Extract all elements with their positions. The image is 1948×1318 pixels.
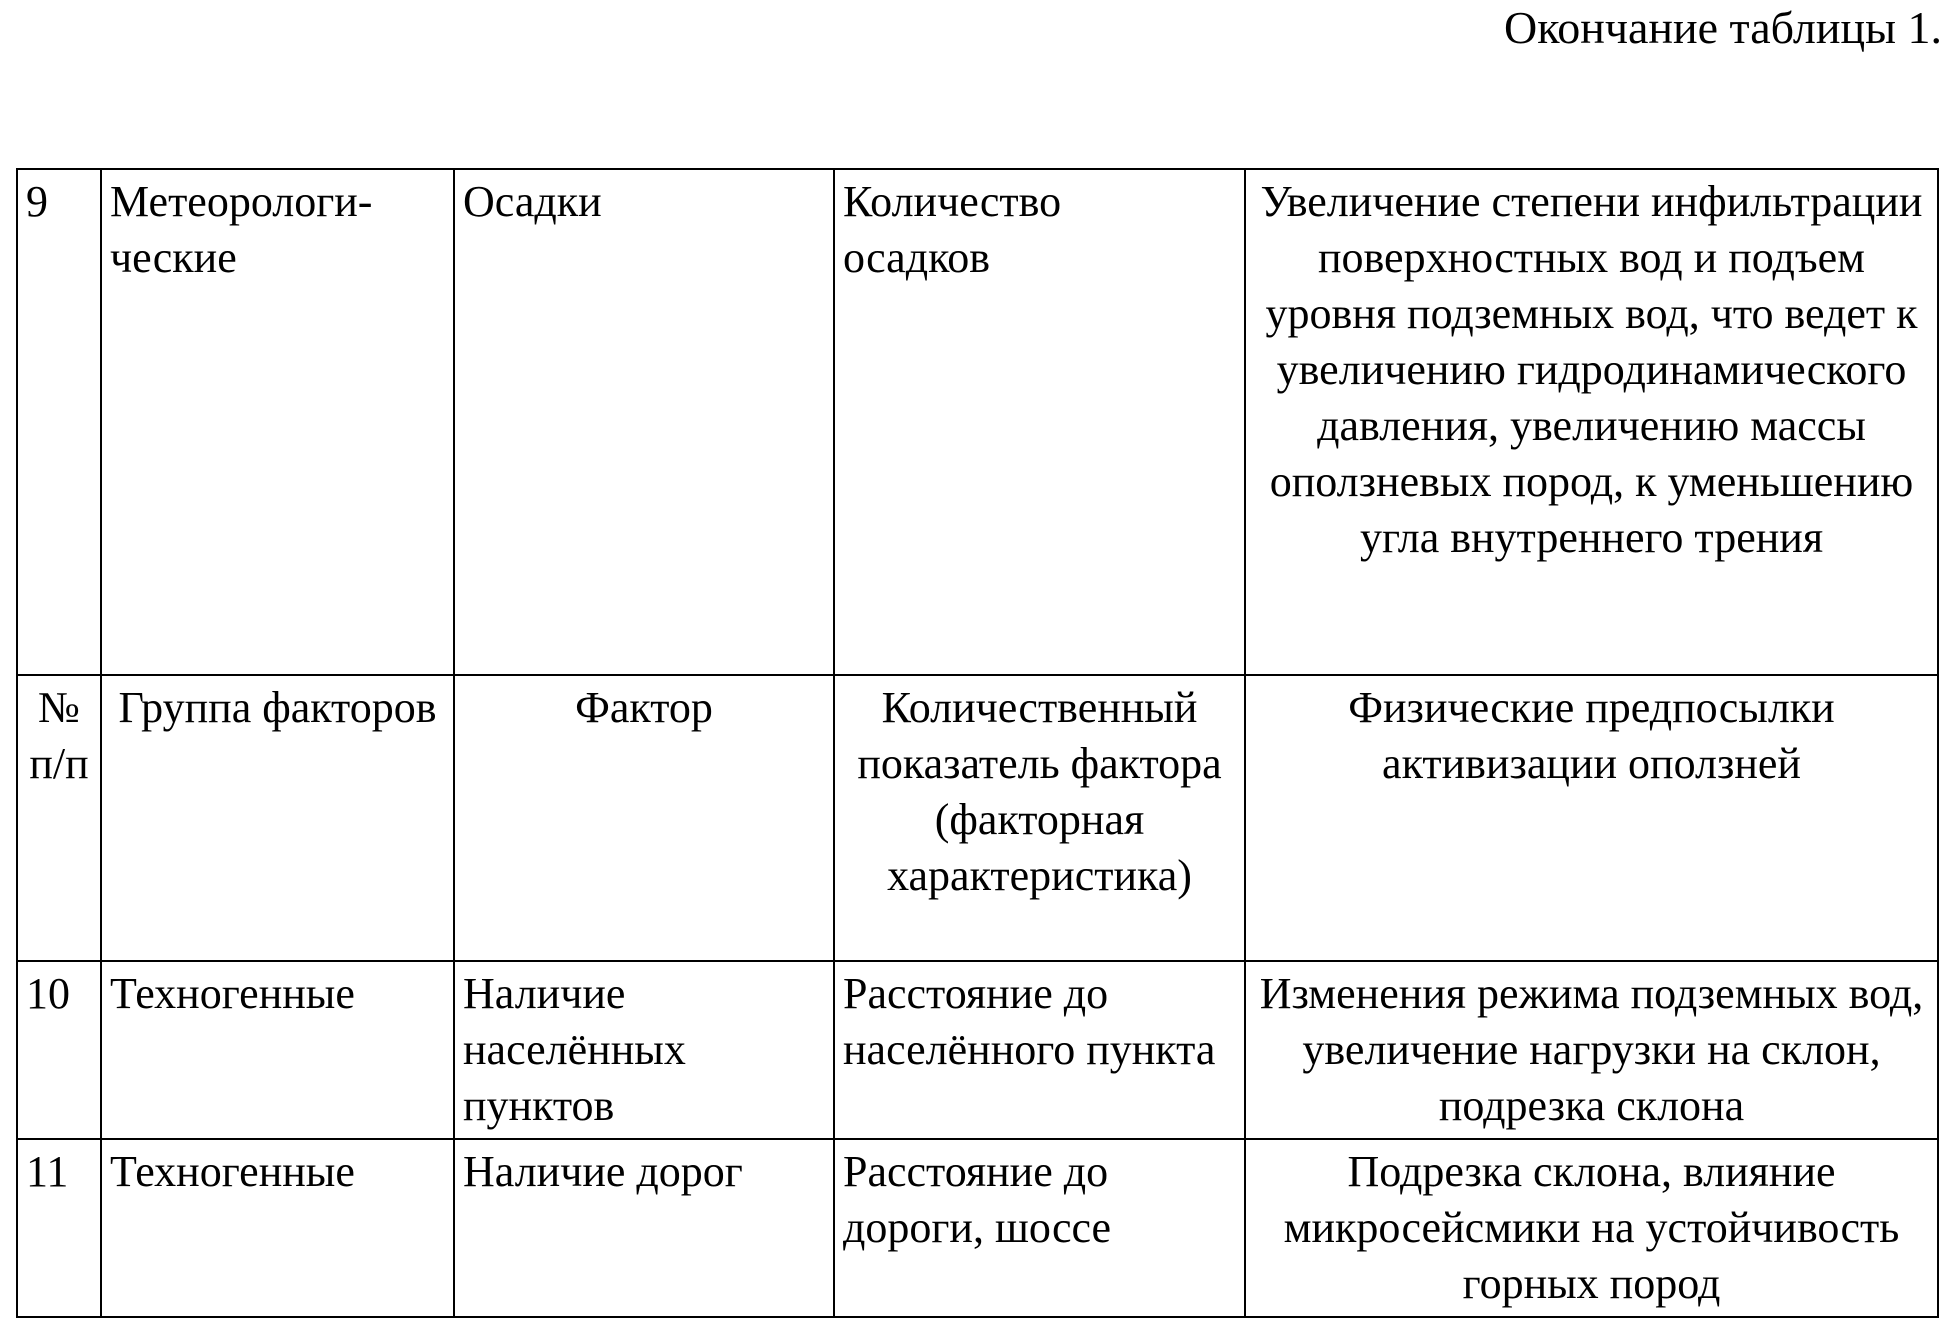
factor-group-cell xyxy=(101,961,454,1139)
factor-cell xyxy=(454,169,834,675)
factor-group: Метеорологи- ческие xyxy=(110,174,445,286)
row-number: 11 xyxy=(26,1144,92,1200)
header-description: Физические предпосылки активизации оползней xyxy=(1254,680,1929,792)
header-factor: Фактор xyxy=(463,680,825,736)
header-number-cell xyxy=(17,675,101,961)
row-number-cell xyxy=(17,1139,101,1317)
landslide-factors-table xyxy=(16,168,1939,1318)
factor-group: Техногенные xyxy=(110,1144,445,1200)
factor-group-cell xyxy=(101,1139,454,1317)
header-indicator: Количественный показатель фактора (факторная характеристика) xyxy=(843,680,1236,904)
factor: Осадки xyxy=(463,174,825,230)
row-number: 10 xyxy=(26,966,92,1022)
physical-preconditions: Увеличение степени инфильтрации поверхностных вод и подъем уровня подземных вод, что ведет к увеличению гидродинамического давления, увеличению массы оползневых пород, к уменьшению угла внутреннего трения xyxy=(1254,174,1929,566)
factor-group-cell xyxy=(101,169,454,675)
table-row xyxy=(17,1139,1938,1317)
table-row xyxy=(17,169,1938,675)
factor: Наличие дорог xyxy=(463,1144,825,1200)
header-number: № п/п xyxy=(26,680,92,792)
header-indicator-cell xyxy=(834,675,1245,961)
factor-indicator: Расстояние до населённого пункта xyxy=(843,966,1236,1078)
factor: Наличие населённых пунктов xyxy=(463,966,825,1134)
table-row xyxy=(17,961,1938,1139)
description-cell xyxy=(1245,961,1938,1139)
factor-indicator: Количество осадков xyxy=(843,174,1236,286)
factor-cell xyxy=(454,961,834,1139)
header-group-cell xyxy=(101,675,454,961)
row-number-cell xyxy=(17,961,101,1139)
factor-group: Техногенные xyxy=(110,966,445,1022)
description-cell xyxy=(1245,1139,1938,1317)
description-cell xyxy=(1245,169,1938,675)
physical-preconditions: Изменения режима подземных вод, увеличение нагрузки на склон, подрезка склона xyxy=(1254,966,1929,1134)
indicator-cell xyxy=(834,1139,1245,1317)
indicator-cell xyxy=(834,169,1245,675)
indicator-cell xyxy=(834,961,1245,1139)
table-continuation-caption: Окончание таблицы 1. xyxy=(1504,0,1942,56)
header-factor-cell xyxy=(454,675,834,961)
row-number: 9 xyxy=(26,174,92,230)
table-header-row xyxy=(17,675,1938,961)
physical-preconditions: Подрезка склона, влияние микросейсмики на устойчивость горных пород xyxy=(1254,1144,1929,1312)
factor-cell xyxy=(454,1139,834,1317)
header-description-cell xyxy=(1245,675,1938,961)
header-group: Группа факторов xyxy=(110,680,445,736)
factor-indicator: Расстояние до дороги, шоссе xyxy=(843,1144,1236,1256)
row-number-cell xyxy=(17,169,101,675)
